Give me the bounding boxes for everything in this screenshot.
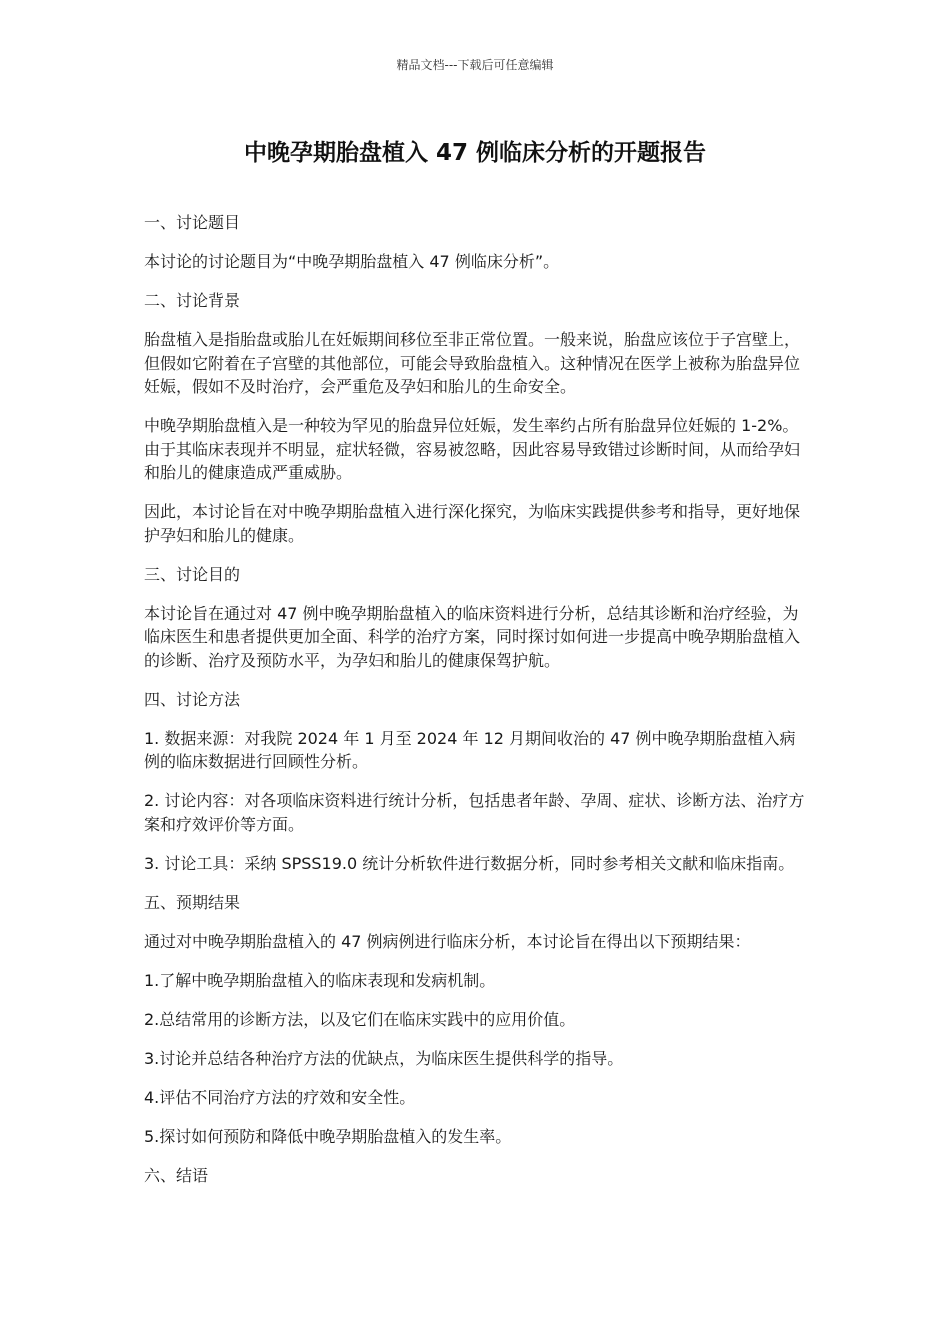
section-heading: 一、讨论题目 [144, 213, 241, 232]
paragraph: 本讨论的讨论题目为“中晚孕期胎盘植入 47 例临床分析”。 [144, 252, 560, 271]
paragraph: 本讨论旨在通过对 47 例中晚孕期胎盘植入的临床资料进行分析，总结其诊断和治疗经验，为临床医生和患者提供更加全面、科学的治疗方案，同时探讨如何进一步提高中晚孕期胎盘植入的诊断、治疗及预防水平，为孕妇和胎儿的健康保驾护航。 [144, 603, 801, 670]
list-item: 3.讨论并总结各种治疗方法的优缺点，为临床医生提供科学的指导。 [144, 1048, 624, 1068]
section-heading: 五、预期结果 [144, 892, 241, 912]
section-heading: 六、结语 [144, 1165, 209, 1185]
list-item: 1.了解中晚孕期胎盘植入的临床表现和发病机制。 [144, 970, 496, 990]
list-item: 4.评估不同治疗方法的疗效和安全性。 [144, 1087, 416, 1107]
list-item: 3. 讨论工具：采纳 SPSS19.0 统计分析软件进行数据分析，同时参考相关文献和临床指南。 [144, 853, 795, 873]
list-item: 2. 讨论内容：对各项临床资料进行统计分析，包括患者年龄、孕周、症状、诊断方法、治疗方案和疗效评价等方面。 [144, 791, 805, 834]
paragraph: 因此，本讨论旨在对中晚孕期胎盘植入进行深化探究，为临床实践提供参考和指导，更好地保护孕妇和胎儿的健康。 [144, 502, 801, 545]
section-heading: 三、讨论目的 [144, 564, 241, 584]
header-note: 精品文档---下载后可任意编辑 [396, 58, 554, 72]
paragraph: 胎盘植入是指胎盘或胎儿在妊娠期间移位至非正常位置。一般来说，胎盘应该位于子宫壁上，但假如它附着在子宫壁的其他部位，可能会导致胎盘植入。这种情况在医学上被称为胎盘异位妊娠，假如不及时治疗，会严重危及孕妇和胎儿的生命安全。 [144, 330, 801, 396]
paragraph: 通过对中晚孕期胎盘植入的 47 例病例进行临床分析，本讨论旨在得出以下预期结果： [144, 931, 751, 951]
paragraph: 中晚孕期胎盘植入是一种较为罕见的胎盘异位妊娠，发生率约占所有胎盘异位妊娠的 1-2%。由于其临床表现并不明显，症状轻微，容易被忽略，因此容易导致错过诊断时间，从而给孕妇和胎儿的健康造成严重威胁。 [144, 416, 801, 482]
list-item: 2.总结常用的诊断方法，以及它们在临床实践中的应用价值。 [144, 1009, 576, 1029]
list-item: 5.探讨如何预防和降低中晚孕期胎盘植入的发生率。 [144, 1126, 512, 1146]
document-body [144, 211, 808, 1203]
list-item: 1. 数据来源：对我院 2024 年 1 月至 2024 年 12 月期间收治的 47 例中晚孕期胎盘植入病例的临床数据进行回顾性分析。 [144, 728, 796, 771]
document-title: 中晚孕期胎盘植入 47 例临床分析的开题报告 [243, 140, 707, 166]
section-heading: 四、讨论方法 [144, 689, 241, 709]
section-heading: 二、讨论背景 [144, 291, 241, 310]
